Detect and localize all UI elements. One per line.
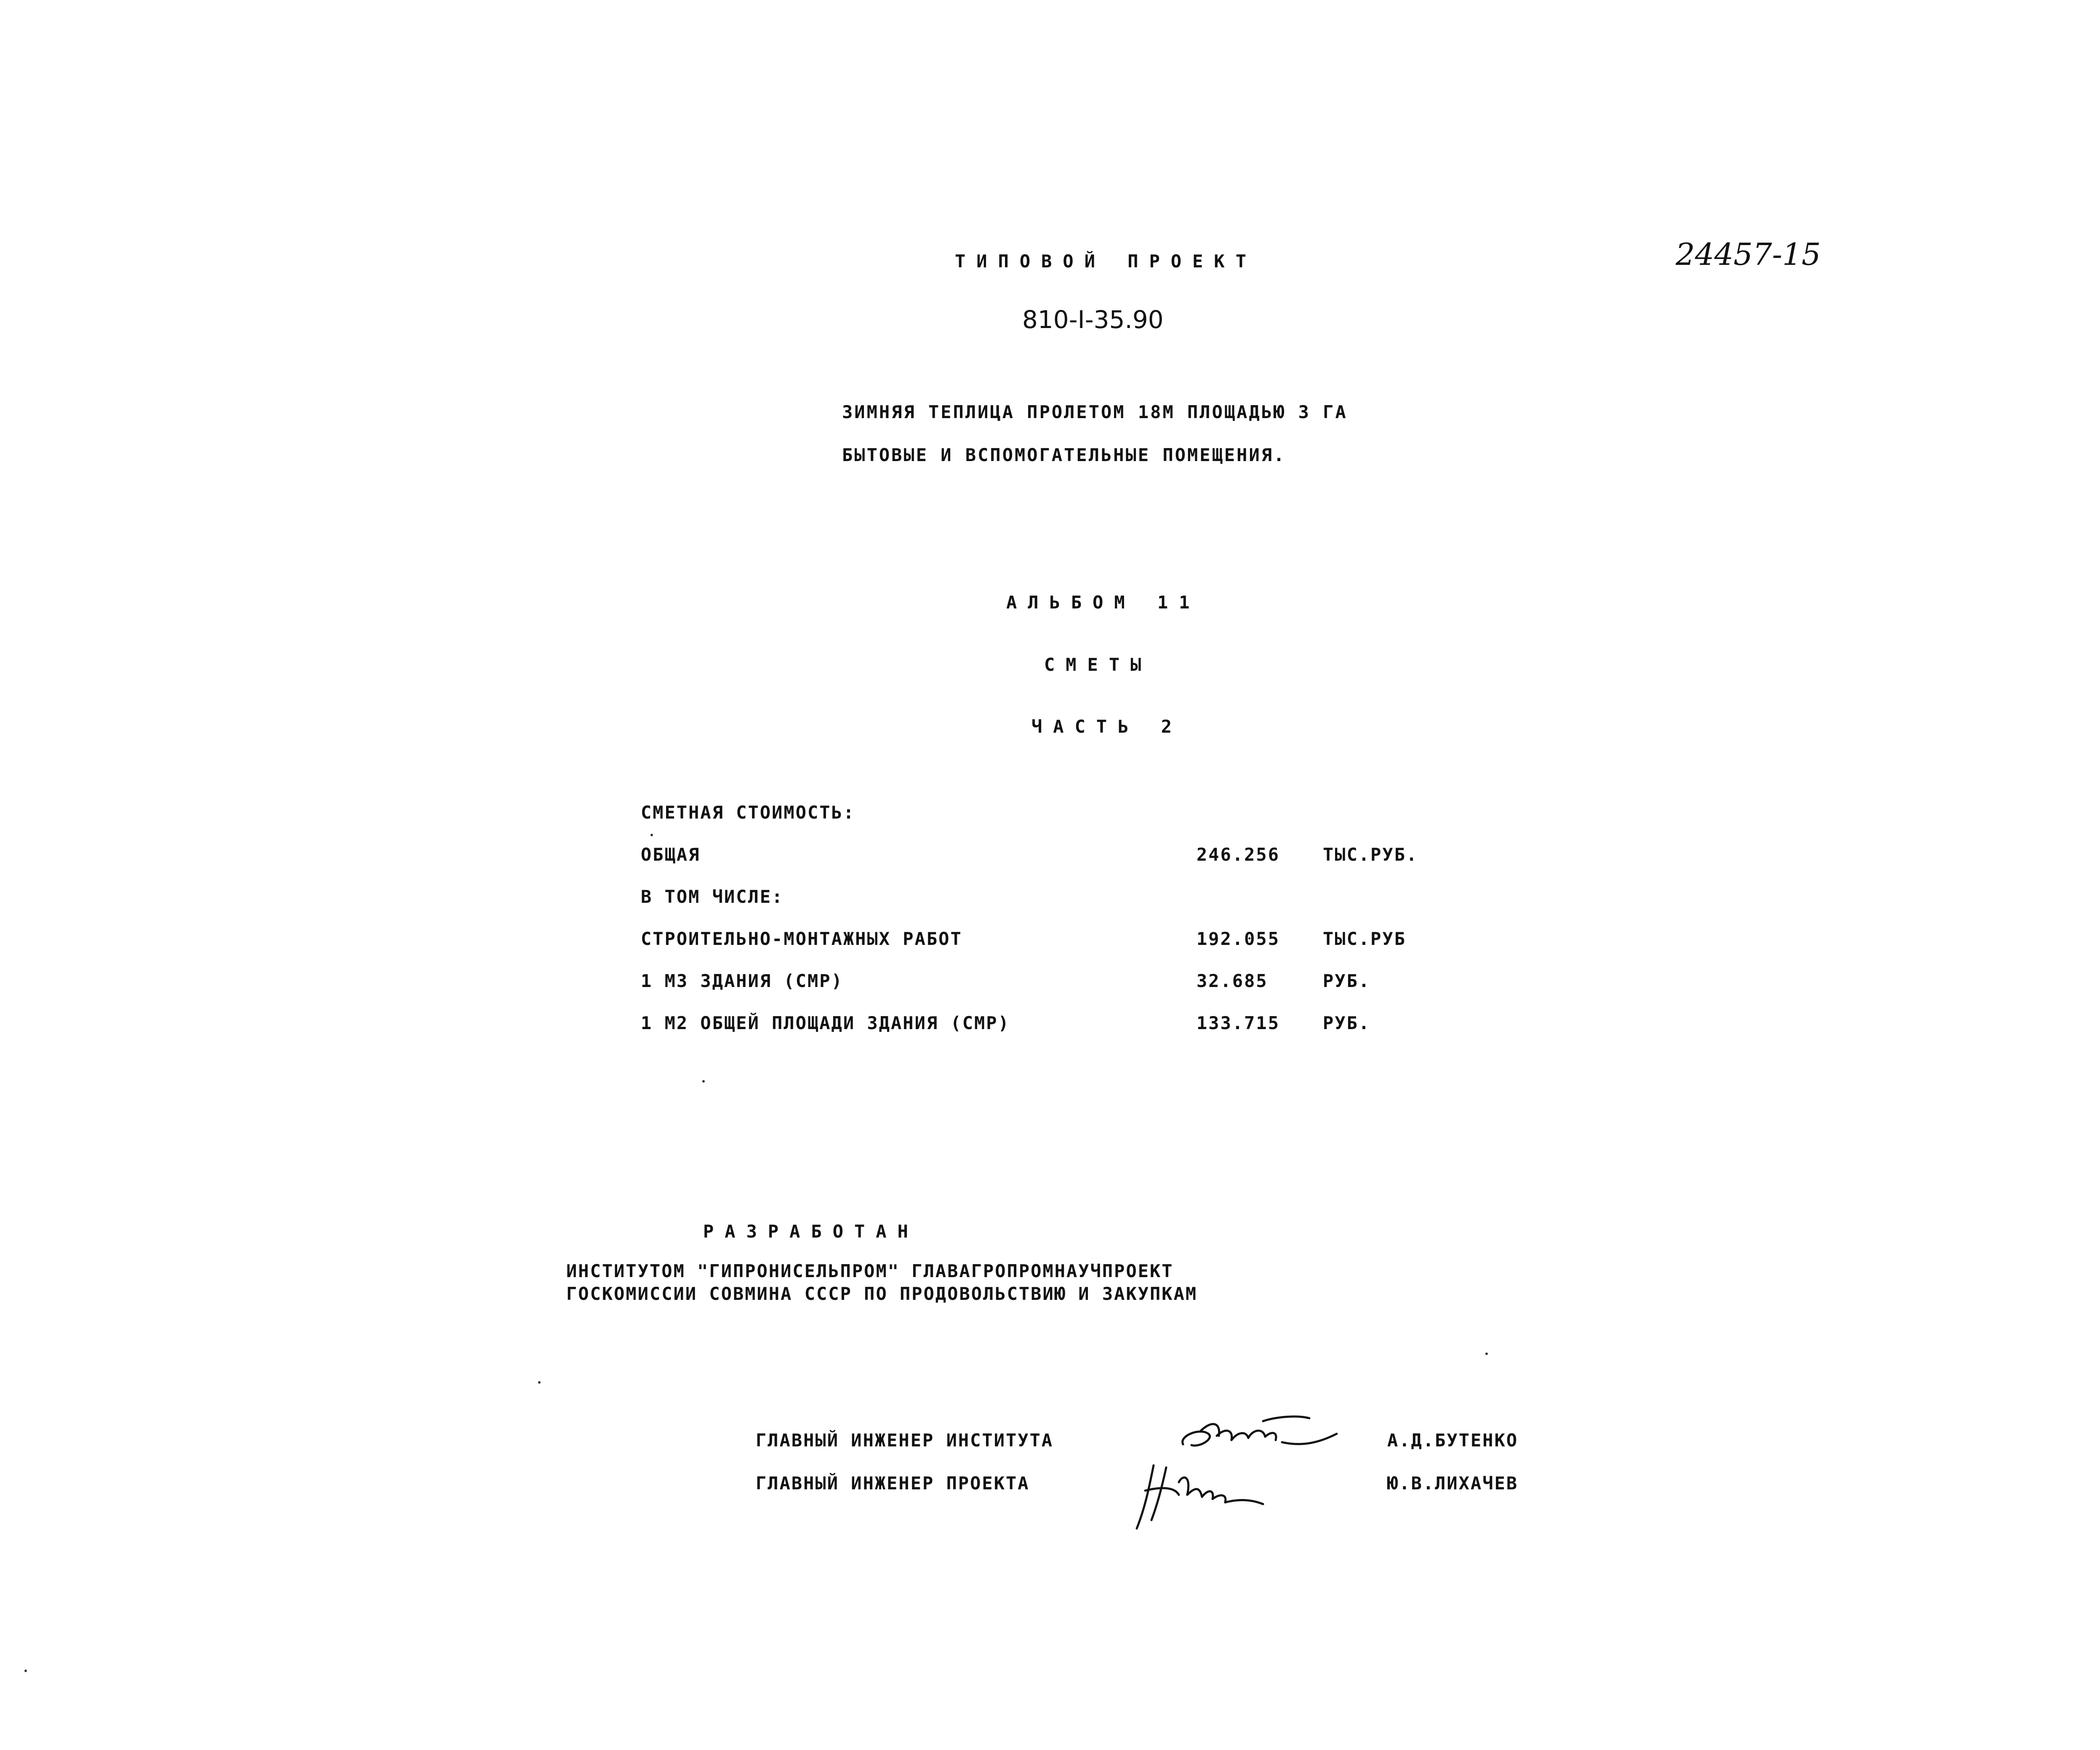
paper-speck — [1485, 1353, 1488, 1355]
cost-label: В ТОМ ЧИСЛЕ: — [641, 886, 784, 907]
signatory-role-2: ГЛАВНЫЙ ИНЖЕНЕР ПРОЕКТА — [756, 1473, 1030, 1494]
cost-row-including — [641, 886, 1483, 907]
handwritten-signature-2 — [1128, 1457, 1271, 1533]
document-title: ТИПОВОЙ ПРОЕКТ — [955, 251, 1258, 272]
cost-unit: ТЫС.РУБ. — [1323, 844, 1418, 865]
cost-label: 1 М2 ОБЩЕЙ ПЛОЩАДИ ЗДАНИЯ (СМР) — [641, 1013, 1010, 1033]
developer-title: РАЗРАБОТАН — [703, 1221, 919, 1242]
signatory-name-2: Ю.В.ЛИХАЧЕВ — [1387, 1473, 1519, 1494]
cost-row-total — [641, 844, 1483, 865]
developer-line2: ГОСКОМИССИИ СОВМИНА СССР ПО ПРОДОВОЛЬСТВИЮ И ЗАКУПКАМ — [566, 1283, 1198, 1304]
cost-unit: РУБ. — [1323, 1013, 1371, 1033]
signatory-name-1: А.Д.БУТЕНКО — [1387, 1430, 1519, 1451]
cost-value: 32.685 — [1197, 971, 1268, 991]
paper-speck — [24, 1670, 27, 1672]
inventory-number: 24457-15 — [1676, 237, 1821, 272]
cost-value: 246.256 — [1197, 844, 1280, 865]
cost-row-per-m2 — [641, 1013, 1483, 1034]
cost-unit: ТЫС.РУБ — [1323, 928, 1407, 949]
handwritten-signature-1 — [1175, 1411, 1343, 1461]
part-label: ЧАСТЬ 2 — [1031, 716, 1183, 737]
cost-row-construction — [641, 928, 1483, 950]
cost-unit: РУБ. — [1323, 971, 1371, 991]
cost-value: 192.055 — [1197, 928, 1280, 949]
cost-label: 1 М3 ЗДАНИЯ (СМР) — [641, 971, 843, 991]
project-subtitle-line2: БЫТОВЫЕ И ВСПОМОГАТЕЛЬНЫЕ ПОМЕЩЕНИЯ. — [842, 445, 1286, 465]
cost-label: ОБЩАЯ — [641, 844, 701, 865]
cost-label: СТРОИТЕЛЬНО-МОНТАЖНЫХ РАБОТ — [641, 928, 962, 949]
project-subtitle-line1: ЗИМНЯЯ ТЕПЛИЦА ПРОЛЕТОМ 18М ПЛОЩАДЬЮ 3 ГА — [842, 402, 1348, 422]
paper-speck — [538, 1381, 541, 1384]
section-label: СМЕТЫ — [1044, 654, 1152, 675]
developer-line1: ИНСТИТУТОМ "ГИПРОНИСЕЛЬПРОМ" ГЛАВАГРОПРОМНАУЧПРОЕКТ — [566, 1261, 1174, 1281]
signatory-role-1: ГЛАВНЫЙ ИНЖЕНЕР ИНСТИТУТА — [756, 1430, 1054, 1451]
paper-speck — [650, 834, 653, 836]
project-number: 810-I-35.90 — [1022, 305, 1164, 334]
album-label: АЛЬБОМ 11 — [1006, 592, 1201, 613]
cost-value: 133.715 — [1197, 1013, 1280, 1033]
cost-label: СМЕТНАЯ СТОИМОСТЬ: — [641, 802, 855, 823]
paper-speck — [702, 1080, 705, 1083]
cost-row-per-m3 — [641, 971, 1483, 992]
cost-row-header — [641, 802, 1483, 823]
